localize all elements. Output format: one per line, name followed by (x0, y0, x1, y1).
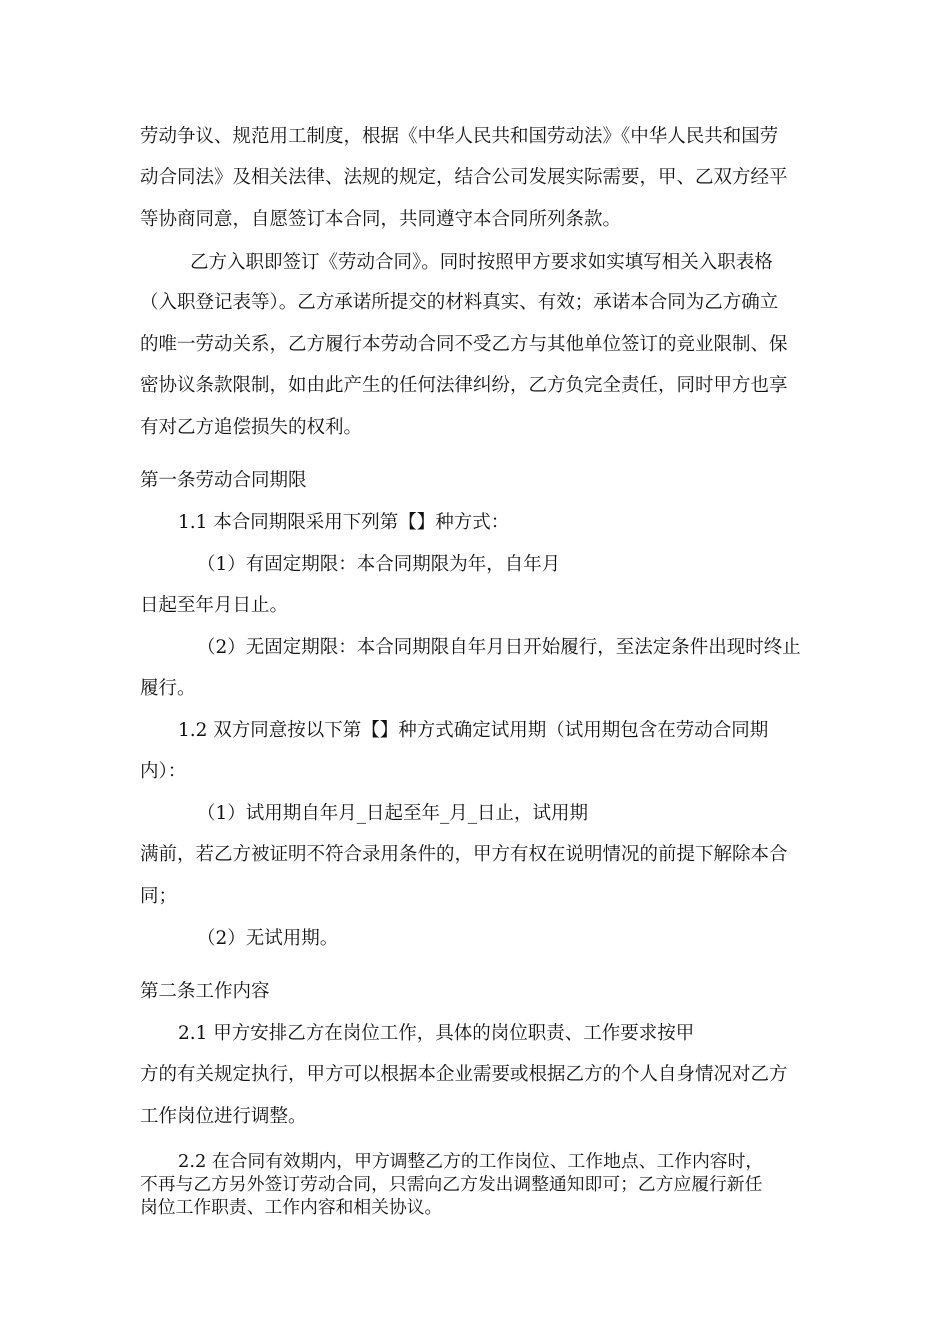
entry-line-5: 有对乙方追偿损失的权利。 (140, 417, 363, 438)
clause-1-1-option-1: （1）有固定期限：本合同期限为年，自年月 (197, 554, 561, 575)
clause-2-2: 2.2 在合同有效期内，甲方调整乙方的工作岗位、工作地点、工作内容时， (178, 1151, 764, 1172)
clause-1-1-option-2: （2）无固定期限：本合同期限自年月日开始履行，至法定条件出现时终止 (197, 637, 801, 658)
intro-line-3: 等协商同意，自愿签订本合同，共同遵守本合同所列条款。 (140, 209, 622, 230)
clause-1-2-option-2: （2）无试用期。 (197, 928, 339, 949)
clause-2-1-cont-2: 工作岗位进行调整。 (140, 1106, 307, 1127)
article-2-heading: 第二条工作内容 (140, 981, 270, 1002)
clause-1-2-cont: 内）： (140, 761, 187, 782)
clause-2-1-cont-1: 方的有关规定执行，甲方可以根据本企业需要或根据乙方的个人自身情况对乙方 (140, 1064, 788, 1085)
entry-line-3: 的唯一劳动关系，乙方履行本劳动合同不受乙方与其他单位签订的竞业限制、保 (140, 334, 788, 355)
entry-line-1: 乙方入职即签订《劳动合同》。同时按照甲方要求如实填写相关入职表格 (190, 252, 773, 273)
clause-1-1-option-2-cont: 履行。 (140, 678, 196, 699)
clause-1-2-option-1: （1）试用期自年月_日起至年_月_日止，试用期 (197, 803, 589, 824)
clause-1-2-option-1-cont-1: 满前，若乙方被证明不符合录用条件的，甲方有权在说明情况的前提下解除本合 (140, 844, 788, 865)
clause-2-2-cont-1: 不再与乙方另外签订劳动合同，只需向乙方发出调整通知即可；乙方应履行新任 (140, 1174, 763, 1195)
clause-1-2-option-1-cont-2: 同； (140, 886, 178, 907)
intro-line-1: 劳动争议、规范用工制度，根据《中华人民共和国劳动法》《中华人民共和国劳 (140, 126, 779, 147)
clause-2-2-cont-2: 岗位工作职责、工作内容和相关协议。 (140, 1197, 443, 1218)
intro-line-2: 动合同法》及相关法律、法规的规定，结合公司发展实际需要，甲、乙双方经平 (140, 167, 788, 188)
clause-1-1: 1.1 本合同期限采用下列第【】种方式： (178, 512, 510, 533)
clause-1-1-option-1-cont: 日起至年月日止。 (140, 595, 289, 616)
article-1-heading: 第一条劳动合同期限 (140, 470, 307, 491)
entry-line-2: （入职登记表等）。乙方承诺所提交的材料真实、有效；承诺本合同为乙方确立 (140, 292, 779, 313)
clause-1-2: 1.2 双方同意按以下第【】种方式确定试用期（试用期包含在劳动合同期 (178, 720, 769, 741)
clause-2-1: 2.1 甲方安排乙方在岗位工作，具体的岗位职责、工作要求按甲 (178, 1023, 695, 1044)
entry-line-4: 密协议条款限制，如由此产生的任何法律纠纷，乙方负完全责任，同时甲方也享 (140, 375, 788, 396)
